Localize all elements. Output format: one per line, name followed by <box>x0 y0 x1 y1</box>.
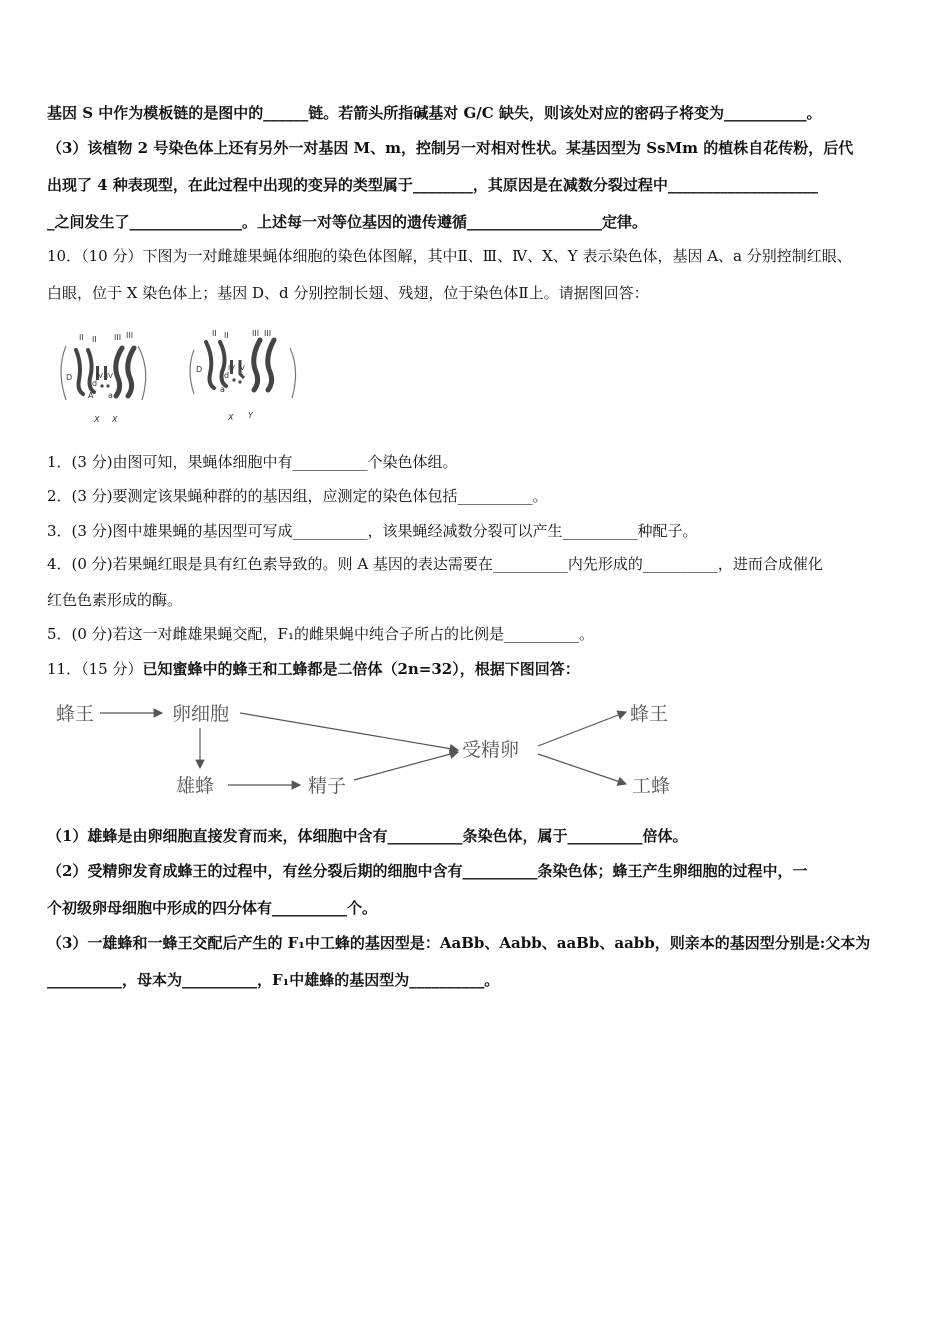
q11-header-text: 已知蜜蜂中的蜂王和工蜂都是二倍体（2n=32），根据下图回答： <box>142 660 580 678</box>
female-label-ii-1: II <box>79 333 84 342</box>
q10-sub-2: 2．(3 分)要测定该果蝇种群的的基因组，应测定的染色体包括__________。 <box>47 487 548 505</box>
male-label-iv: IV <box>228 364 235 372</box>
female-label-ii-2: II <box>92 335 97 344</box>
q10-sub-5: 5．(0 分)若这一对雌雄果蝇交配，F₁的雌果蝇中纯合子所占的比例是__________。 <box>47 625 594 643</box>
q10-header-line-2: 白眼，位于 X 染色体上；基因 D、d 分别控制长翅、残翅，位于染色体Ⅱ上。请据图回答： <box>47 284 649 302</box>
diagram-egg-cell: 卵细胞 <box>172 703 230 725</box>
diagram-queen-right: 蜂王 <box>630 703 669 725</box>
female-label-x-1: X <box>94 415 100 424</box>
male-label-d-lower: d <box>224 371 230 380</box>
male-chromosome-iii-right <box>268 340 274 390</box>
fruit-fly-chromosome-figure <box>52 328 307 428</box>
female-cell-bracket-right <box>138 346 146 400</box>
chromosome-iii-right <box>128 348 134 396</box>
male-chromosome-iii-left <box>254 340 260 390</box>
q11-part-3-line-2: __________，母本为__________，F₁中雄蜂的基因型为__________。 <box>47 971 500 989</box>
male-label-ii-1: II <box>212 329 217 338</box>
female-label-iii-2: III <box>126 331 134 340</box>
chromosome-iv-1 <box>100 384 103 387</box>
q9-part3-line-1: （3）该植物 2 号染色体上还有另外一对基因 M、m，控制另一对相对性状。某基因型为 SsMm 的植株自花传粉，后代 <box>47 139 854 157</box>
q9-part3-line-3: _之间发生了_______________。上述每一对等位基因的遗传遵循__________________定律。 <box>47 213 648 231</box>
diagram-worker: 工蜂 <box>632 775 671 797</box>
male-label-gene-a: a <box>220 385 225 394</box>
q10-sub-4-line-2: 红色色素形成的酶。 <box>47 591 183 609</box>
male-label-iii-2: III <box>264 329 272 338</box>
q10-header-line-1: 10．（10 分）下图为一对雌雄果蝇体细胞的染色体图解，其中Ⅱ、Ⅲ、Ⅳ、X、Y 表示染色体，基因 A、a 分别控制红眼、 <box>47 247 852 265</box>
diagram-zygote: 受精卵 <box>462 739 520 761</box>
female-label-d-lower: d <box>92 379 98 388</box>
arrow-zygote-to-worker <box>538 754 626 784</box>
female-label-gene-a-lower: a <box>108 391 113 400</box>
q10-sub-4-line-1: 4．(0 分)若果蝇红眼是具有红色素导致的。则 A 基因的表达需要在__________内先形成的__________，进而合成催化 <box>47 555 823 573</box>
female-label-gene-a-upper: A <box>88 391 94 400</box>
q10-sub-3: 3．(3 分)图中雄果蝇的基因型可写成__________，该果蝇经减数分裂可以产生__________种配子。 <box>47 522 698 540</box>
chromosome-iv-2 <box>106 384 109 387</box>
male-label-y: Y <box>248 411 253 420</box>
arrow-sperm-to-zygote <box>354 752 458 780</box>
male-label-x: X <box>228 413 234 422</box>
diagram-queen-left: 蜂王 <box>56 703 95 725</box>
female-cell-labels <box>66 331 133 424</box>
female-label-iv-1: IV <box>96 372 103 380</box>
male-cell-bracket-right <box>290 348 296 398</box>
arrow-zygote-to-queen <box>538 712 626 746</box>
q9-part3-line-2: 出现了 4 种表现型，在此过程中出现的变异的类型属于________，其原因是在减数分裂过程中____________________ <box>47 176 818 194</box>
male-label-d-upper: D <box>196 365 203 374</box>
chromosome-ii-left <box>76 350 83 394</box>
male-chromosome-ii-left <box>206 342 214 388</box>
male-label-ii-2: II <box>224 331 229 340</box>
female-cell <box>61 346 146 400</box>
male-chromosome-iv-1 <box>232 378 235 381</box>
diagram-drone: 雄蜂 <box>176 775 215 797</box>
q11-part-2-line-2: 个初级卵母细胞中形成的四分体有__________个。 <box>47 899 378 917</box>
bee-diagram-labels <box>56 703 670 797</box>
male-chromosome-iv-2 <box>238 380 241 383</box>
q11-header-number: 11．（15 分） <box>47 660 143 678</box>
arrow-egg-to-zygote <box>240 713 458 750</box>
male-label-v: V <box>240 364 245 372</box>
female-label-iii-1: III <box>114 333 122 342</box>
female-label-iv-2: IV <box>106 372 113 380</box>
q11-part-2-line-1: （2）受精卵发育成蜂王的过程中，有丝分裂后期的细胞中含有__________条染色体；蜂王产生卵细胞的过程中，一 <box>47 862 808 880</box>
q11-part-1: （1）雄蜂是由卵细胞直接发育而来，体细胞中含有__________条染色体，属于__________倍体。 <box>47 827 688 845</box>
bee-reproduction-diagram <box>50 696 690 806</box>
q11-part-3-line-1: （3）一雄蜂和一蜂王交配后产生的 F₁中工蜂的基因型是：AaBb、Aabb、aaBb、aabb，则亲本的基因型分别是:父本为 <box>47 934 871 952</box>
q9-line-1: 基因 S 中作为模板链的是图中的______链。若箭头所指碱基对 G/C 缺失，则该处对应的密码子将变为___________。 <box>47 104 822 122</box>
male-label-iii-1: III <box>252 329 260 338</box>
chromosome-iii-left <box>116 348 122 396</box>
female-label-d-upper: D <box>66 373 73 382</box>
male-cell-bracket-left <box>190 350 194 394</box>
diagram-sperm: 精子 <box>308 775 347 797</box>
female-label-x-2: X <box>112 415 118 424</box>
q10-sub-1: 1．(3 分)由图可知，果蝇体细胞中有__________个染色体组。 <box>47 453 458 471</box>
q11-header <box>47 659 580 679</box>
